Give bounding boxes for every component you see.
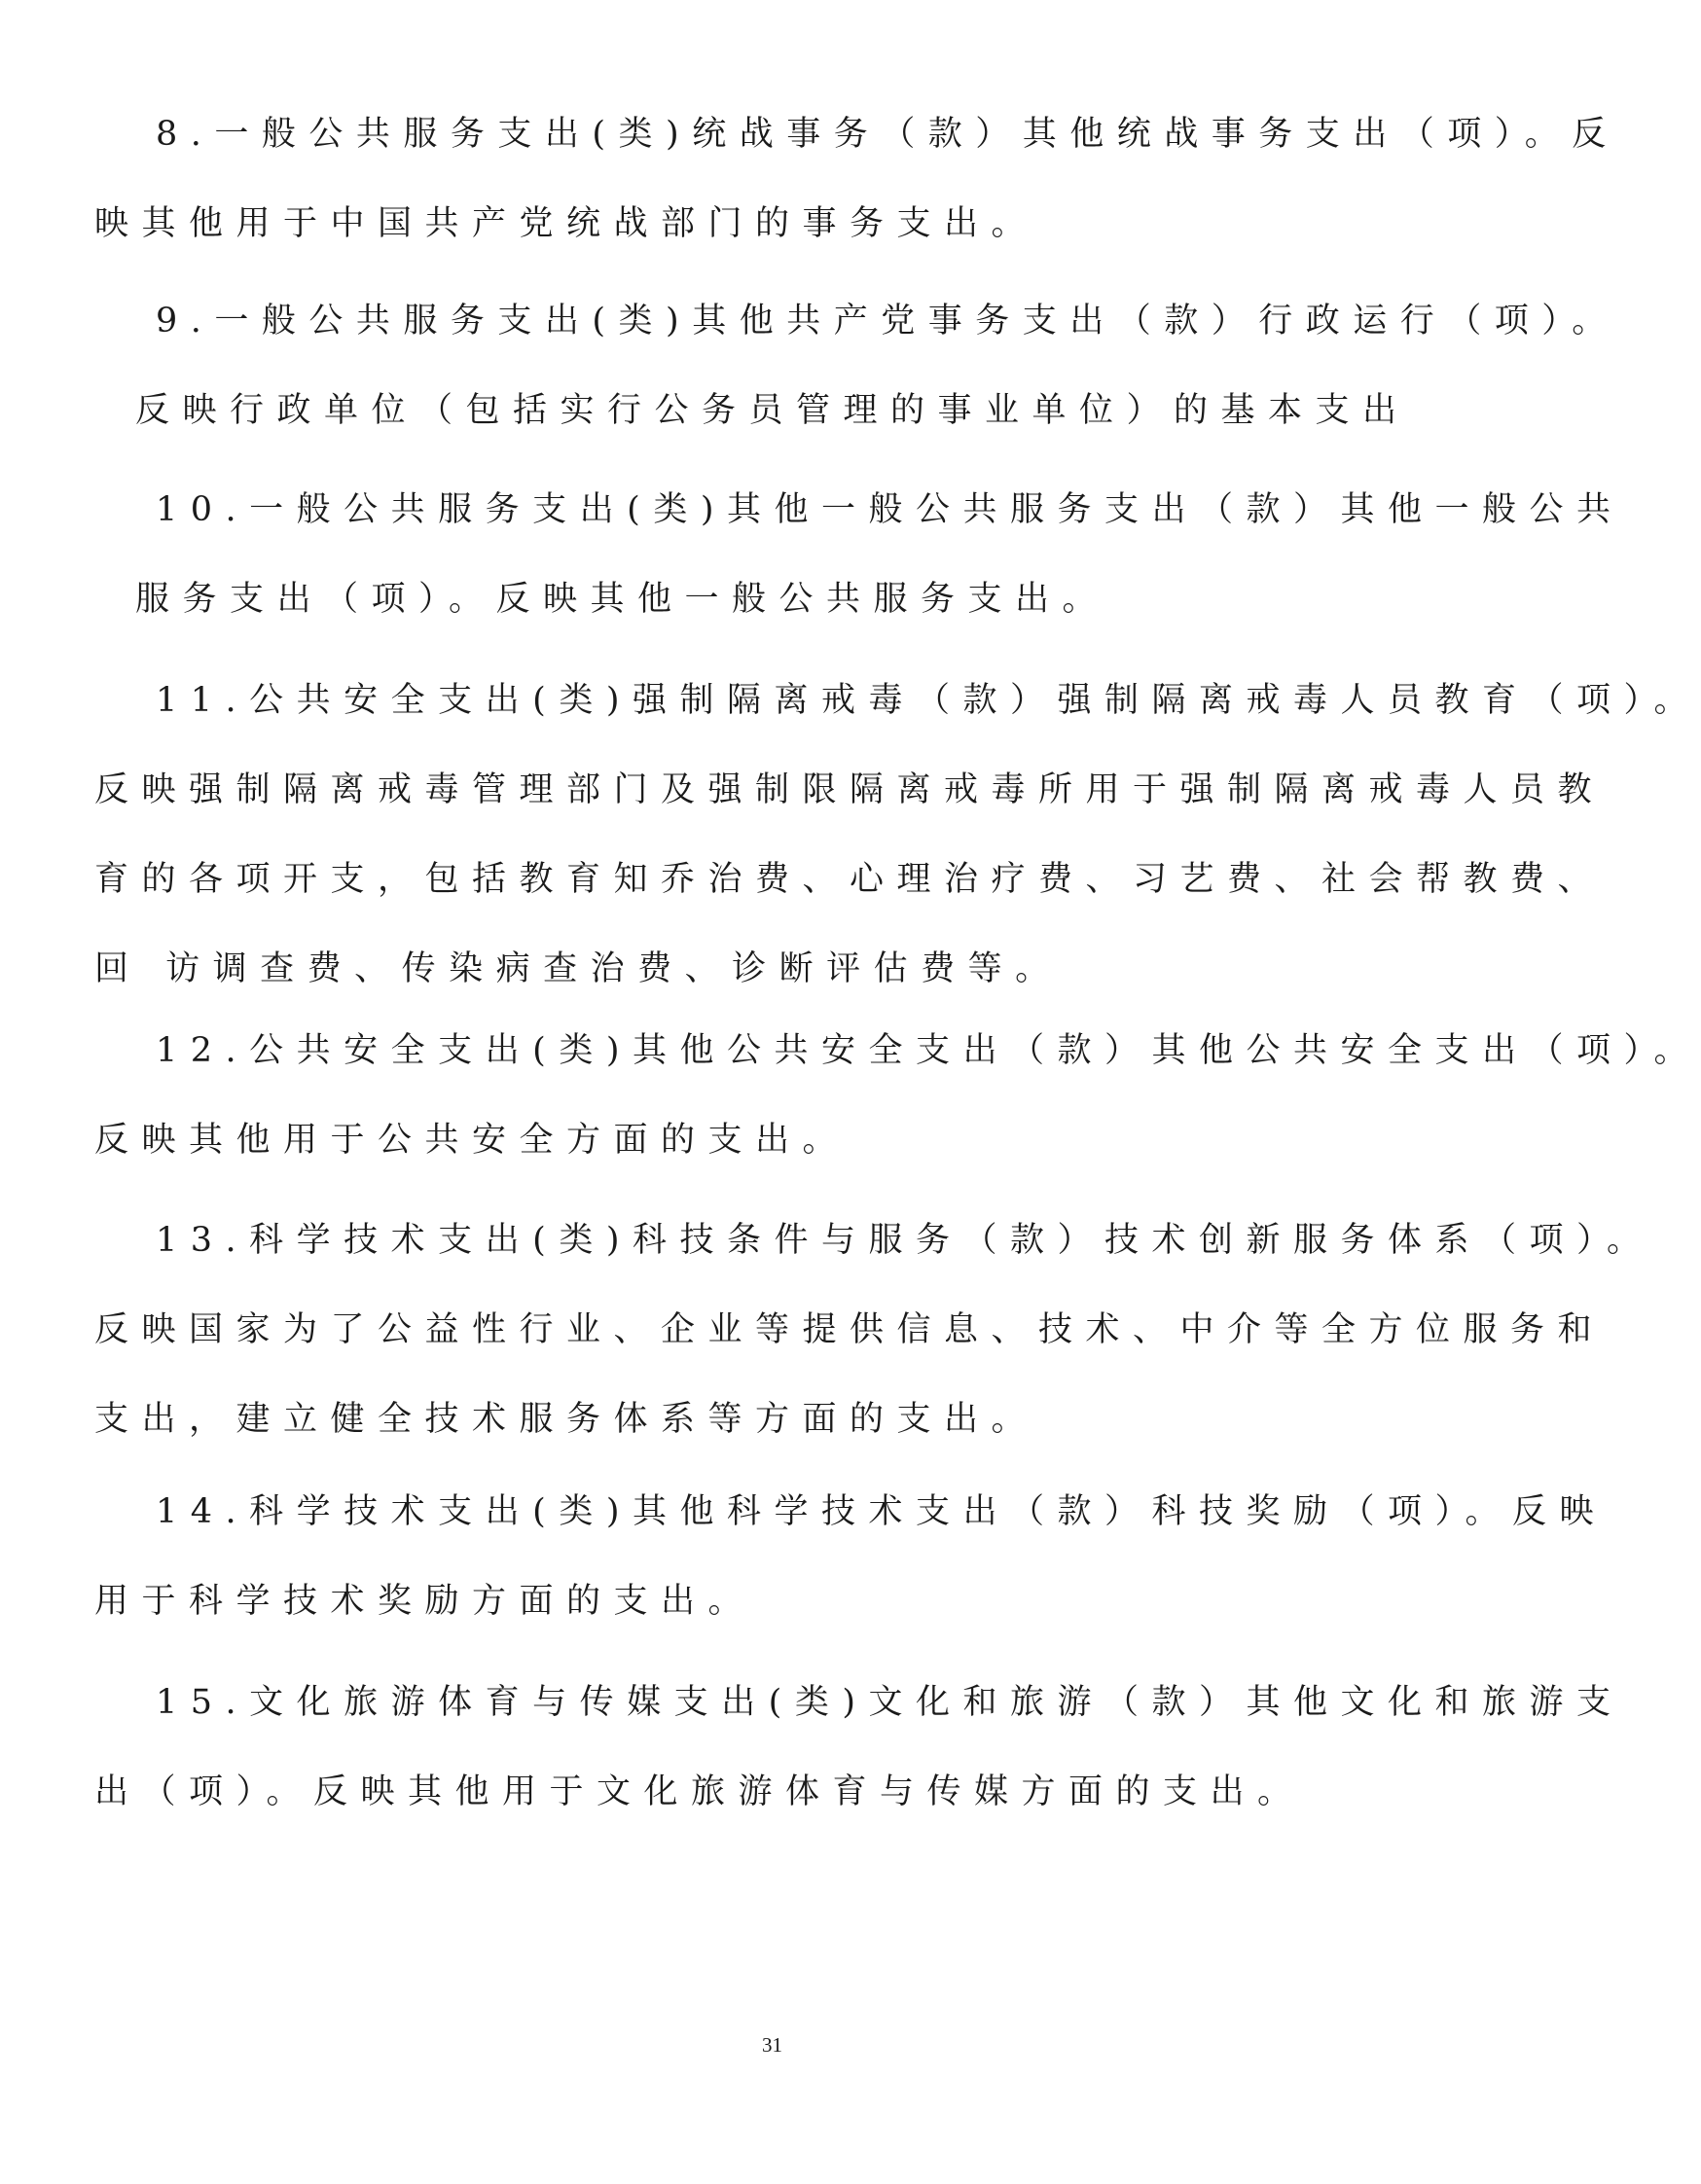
paragraph-line: 反映行政单位（包括实行公务员管理的事业单位）的基本支出 <box>135 391 1410 430</box>
paragraph-line: 13.科学技术支出(类)科技条件与服务（款）技术创新服务体系（项）。 <box>156 1221 1654 1260</box>
paragraph-line: 11.公共安全支出(类)强制隔离戒毒（款）强制隔离戒毒人员教育（项）。 <box>156 681 1701 720</box>
paragraph-line: 映其他用于中国共产党统战部门的事务支出。 <box>94 204 1039 243</box>
paragraph-item-8 <box>94 105 1619 253</box>
paragraph-line: 育的各项开支，包括教育知乔治费、心理治疗费、习艺费、社会帮教费、 <box>94 860 1606 899</box>
paragraph-line: 反映国家为了公益性行业、企业等提供信息、技术、中介等全方位服务和 <box>94 1310 1606 1349</box>
paragraph-line: 用于科学技术奖励方面的支出。 <box>94 1582 756 1621</box>
paragraph-item-14 <box>94 1483 1607 1630</box>
paragraph-line: 服务支出（项）。反映其他一般公共服务支出。 <box>135 580 1110 619</box>
paragraph-line: 反映其他用于公共安全方面的支出。 <box>94 1121 850 1160</box>
paragraph-line: 出（项）。反映其他用于文化旅游体育与传媒方面的支出。 <box>94 1772 1305 1811</box>
paragraph-line: 回 访调查费、传染病查治费、诊断评估费等。 <box>94 949 1063 988</box>
paragraph-line: 12.公共安全支出(类)其他公共安全支出（款）其他公共安全支出（项）。 <box>156 1031 1701 1070</box>
paragraph-item-13 <box>94 1211 1654 1449</box>
paragraph-line: 8.一般公共服务支出(类)统战事务（款）其他统战事务支出（项）。反 <box>156 115 1619 154</box>
paragraph-item-9 <box>94 292 1619 440</box>
paragraph-line: 9.一般公共服务支出(类)其他共产党事务支出（款）行政运行（项）。 <box>156 302 1619 340</box>
paragraph-line: 支出，建立健全技术服务体系等方面的支出。 <box>94 1400 1039 1439</box>
paragraph-line: 14.科学技术支出(类)其他科学技术支出（款）科技奖励（项）。反映 <box>156 1492 1607 1531</box>
paragraph-item-15 <box>94 1673 1624 1821</box>
paragraph-item-12 <box>94 1021 1701 1169</box>
paragraph-item-11 <box>94 671 1701 998</box>
paragraph-item-10 <box>94 481 1624 628</box>
page-number: 31 <box>762 2033 782 2057</box>
paragraph-line: 10.一般公共服务支出(类)其他一般公共服务支出（款）其他一般公共 <box>156 490 1624 529</box>
paragraph-line: 15.文化旅游体育与传媒支出(类)文化和旅游（款）其他文化和旅游支 <box>156 1683 1624 1722</box>
paragraph-line: 反映强制隔离戒毒管理部门及强制限隔离戒毒所用于强制隔离戒毒人员教 <box>94 770 1606 809</box>
